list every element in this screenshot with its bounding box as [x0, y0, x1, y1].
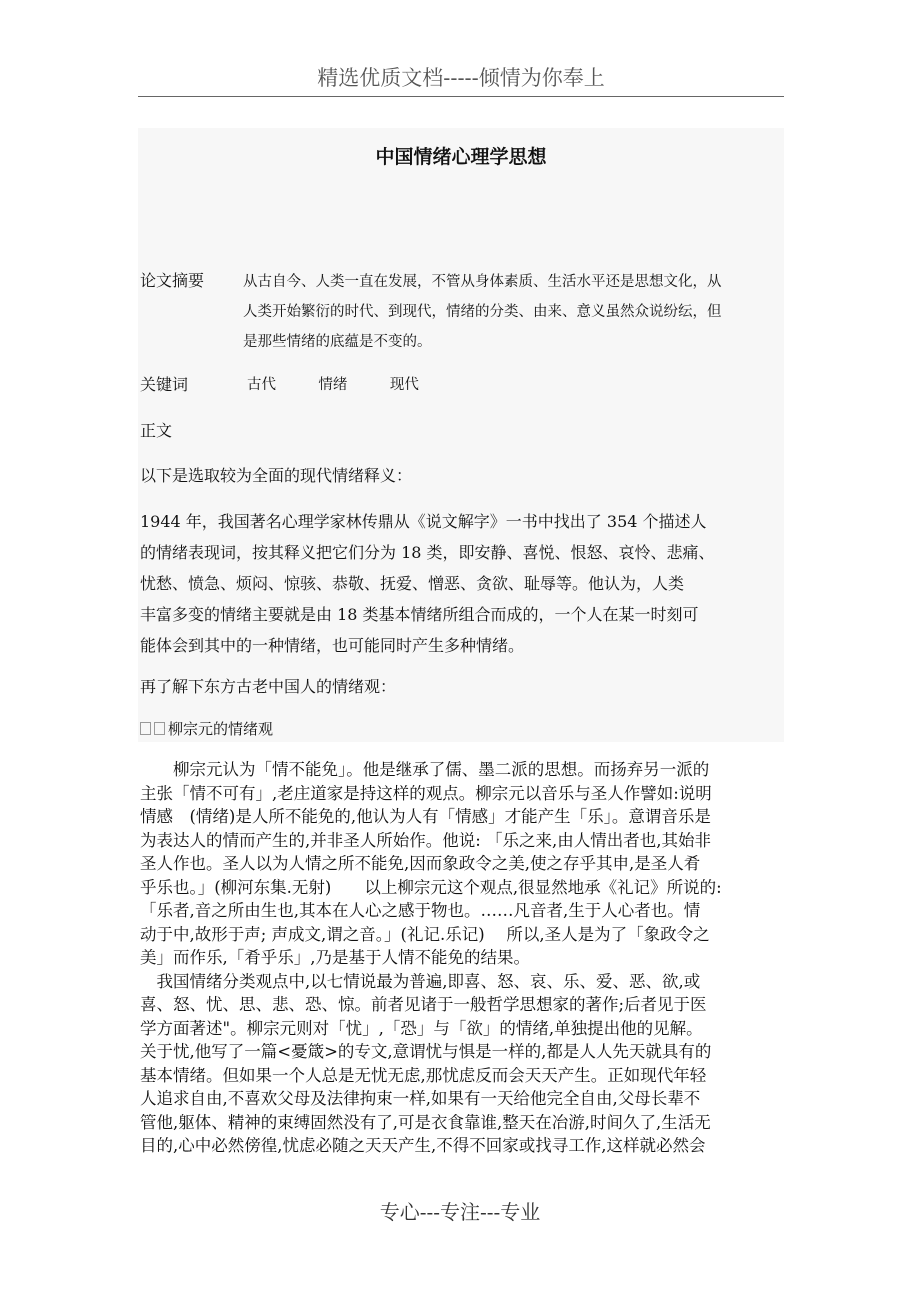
- abstract-label: 论文摘要: [140, 271, 205, 290]
- body-line: 情感 (情绪)是人所不能免的,他认为人有「情感」才能产生「乐」。意谓音乐是: [140, 807, 711, 826]
- body-line: 美」而作乐,「肴乎乐」,乃是基于人情不能免的结果。: [140, 948, 530, 967]
- body-line: 关于忧,他写了一篇<憂箴>的专文,意谓忧与惧是一样的,都是人人先天就具有的: [140, 1042, 712, 1061]
- main-body-text: [140, 758, 788, 1158]
- body-line: 我国情绪分类观点中,以七情说最为普遍,即喜、怒、哀、乐、爱、恶、欲,或: [156, 971, 701, 991]
- transition-paragraph: 再了解下东方古老中国人的情绪观：: [140, 677, 397, 696]
- abstract-line: 人类开始繁衍的时代、到现代，情绪的分类、由来、意义虽然众说纷纭，但: [243, 304, 722, 320]
- page-header: 精选优质文档-----倾情为你奉上: [138, 62, 784, 97]
- lin-chuanding-paragraph: [140, 506, 788, 661]
- paragraph-line: 能体会到其中的一种情绪，也可能同时产生多种情绪。: [140, 636, 525, 655]
- keywords-list: 古代 情绪 现代: [247, 377, 419, 393]
- section-heading-text: 柳宗元的情绪观: [168, 720, 274, 738]
- paragraph-line: 丰富多变的情绪主要就是由 18 类基本情绪所组合而成的，一个人在某一时刻可: [140, 605, 699, 624]
- body-line: 喜、怒、忧、思、悲、恐、惊。前者见诸于一般哲学思想家的著作;后者见于医: [140, 995, 707, 1014]
- abstract-line: 是那些情绪的底蕴是不变的。: [243, 334, 432, 350]
- body-line: 基本情绪。但如果一个人总是无忧无虑,那忧虑反而会天天产生。正如现代年轻: [140, 1065, 707, 1085]
- paragraph-line: 的情绪表现词，按其释义把它们分为 18 类，即安静、喜悦、恨怒、哀怜、悲痛、: [140, 543, 715, 562]
- intro-paragraph: 以下是选取较为全面的现代情绪释义：: [140, 466, 413, 485]
- document-title: 中国情绪心理学思想: [375, 146, 547, 168]
- paragraph-line: 1944 年，我国著名心理学家林传鼎从《说文解字》一书中找出了 354 个描述人: [140, 512, 707, 531]
- missing-glyph-icon: [154, 722, 165, 735]
- body-line: 学方面著述"。柳宗元则对「忧」,「恐」与「欲」的情绪,单独提出他的见解。: [140, 1018, 703, 1038]
- body-line: 圣人作也。圣人以为人情之所不能免,因而象政令之美,使之存乎其申,是圣人肴: [140, 854, 701, 873]
- body-line: 乎乐也。」(柳河东集.无射) 以上柳宗元这个观点,很显然地承《礼记》所说的:: [140, 877, 722, 897]
- body-line: 主张「情不可有」,老庄道家是持这样的观点。柳宗元以音乐与圣人作譬如:说明: [140, 783, 712, 803]
- body-line: 动于中,故形于声; 声成文,谓之音。」(礼记.乐记) 所以,圣人是为了「象政令之: [140, 924, 710, 944]
- page-footer: 专心---专注---专业: [379, 1200, 541, 1224]
- section-heading: [140, 718, 273, 739]
- body-line: 人追求自由,不喜欢父母及法律拘束一样,如果有一天给他完全自由,父母长辈不: [140, 1089, 701, 1108]
- body-label: 正文: [140, 421, 173, 440]
- body-line: 柳宗元认为「情不能免」。他是继承了儒、墨二派的思想。而扬弃另一派的: [173, 760, 710, 779]
- body-line: 目的,心中必然傍徨,忧虑必随之天天产生,不得不回家或找寻工作,这样就必然会: [140, 1136, 706, 1155]
- abstract-body: [243, 267, 783, 357]
- paragraph-line: 忧愁、愤急、烦闷、惊骇、恭敬、抚爱、憎恶、贪欲、耻辱等。他认为，人类: [140, 574, 685, 593]
- missing-glyph-icon: [140, 722, 151, 735]
- body-line: 「乐者,音之所由生也,其本在人心之感于物也。……凡音者,生于人心者也。情: [140, 901, 701, 920]
- keywords-label: 关键词: [140, 375, 189, 394]
- body-line: 为表达人的情而产生的,并非圣人所始作。他说: 「乐之来,由人情出者也,其始非: [140, 830, 712, 850]
- body-line: 管他,躯体、精神的束缚固然没有了,可是衣食靠谁,整天在冶游,时间久了,生活无: [140, 1112, 711, 1132]
- abstract-line: 从古自今、人类一直在发展，不管从身体素质、生活水平还是思想文化，从: [243, 274, 722, 290]
